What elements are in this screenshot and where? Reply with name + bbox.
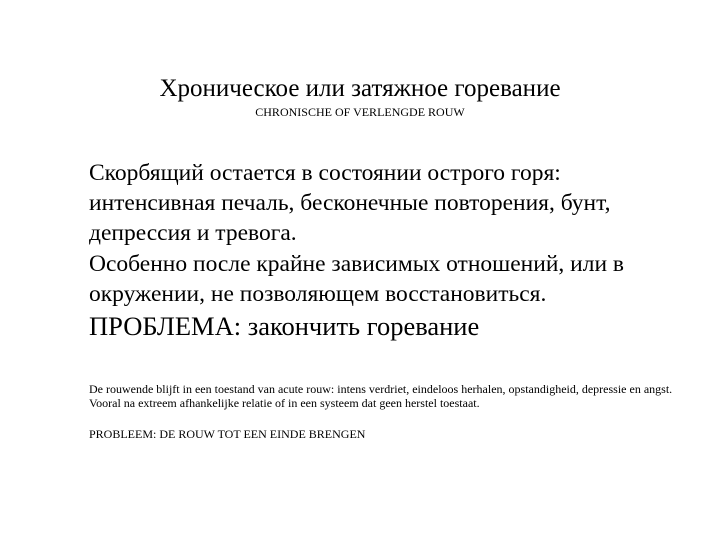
dutch-paragraph-acute-grief: De rouwende blijft in een toestand van acute rouw: intens verdriet, eindeloos herhalen, opstandigheid, depressie en angst. (89, 382, 673, 396)
dutch-body (89, 382, 689, 441)
slide-title: Хроническое или затяжное горевание (159, 75, 561, 102)
russian-problem-statement: ПРОБЛЕМА: закончить горевание (89, 311, 480, 341)
russian-paragraph-acute-grief: Скорбящий остается в состоянии острого горя: интенсивная печаль, бесконечные повторения, бунт, депрессия и тревога. (89, 160, 611, 246)
dutch-problem-statement: PROBLEEM: DE ROUW TOT EEN EINDE BRENGEN (89, 427, 366, 441)
slide-subtitle: CHRONISCHE OF VERLENGDE ROUW (255, 105, 465, 119)
dutch-paragraph-dependent-relations: Vooral na extreem afhankelijke relatie of in een systeem dat geen herstel toestaat. (89, 396, 480, 410)
russian-paragraph-dependent-relations: Особенно после крайне зависимых отношений, или в окружении, не позволяющем восстановиться. (89, 251, 625, 307)
russian-body (89, 158, 689, 342)
